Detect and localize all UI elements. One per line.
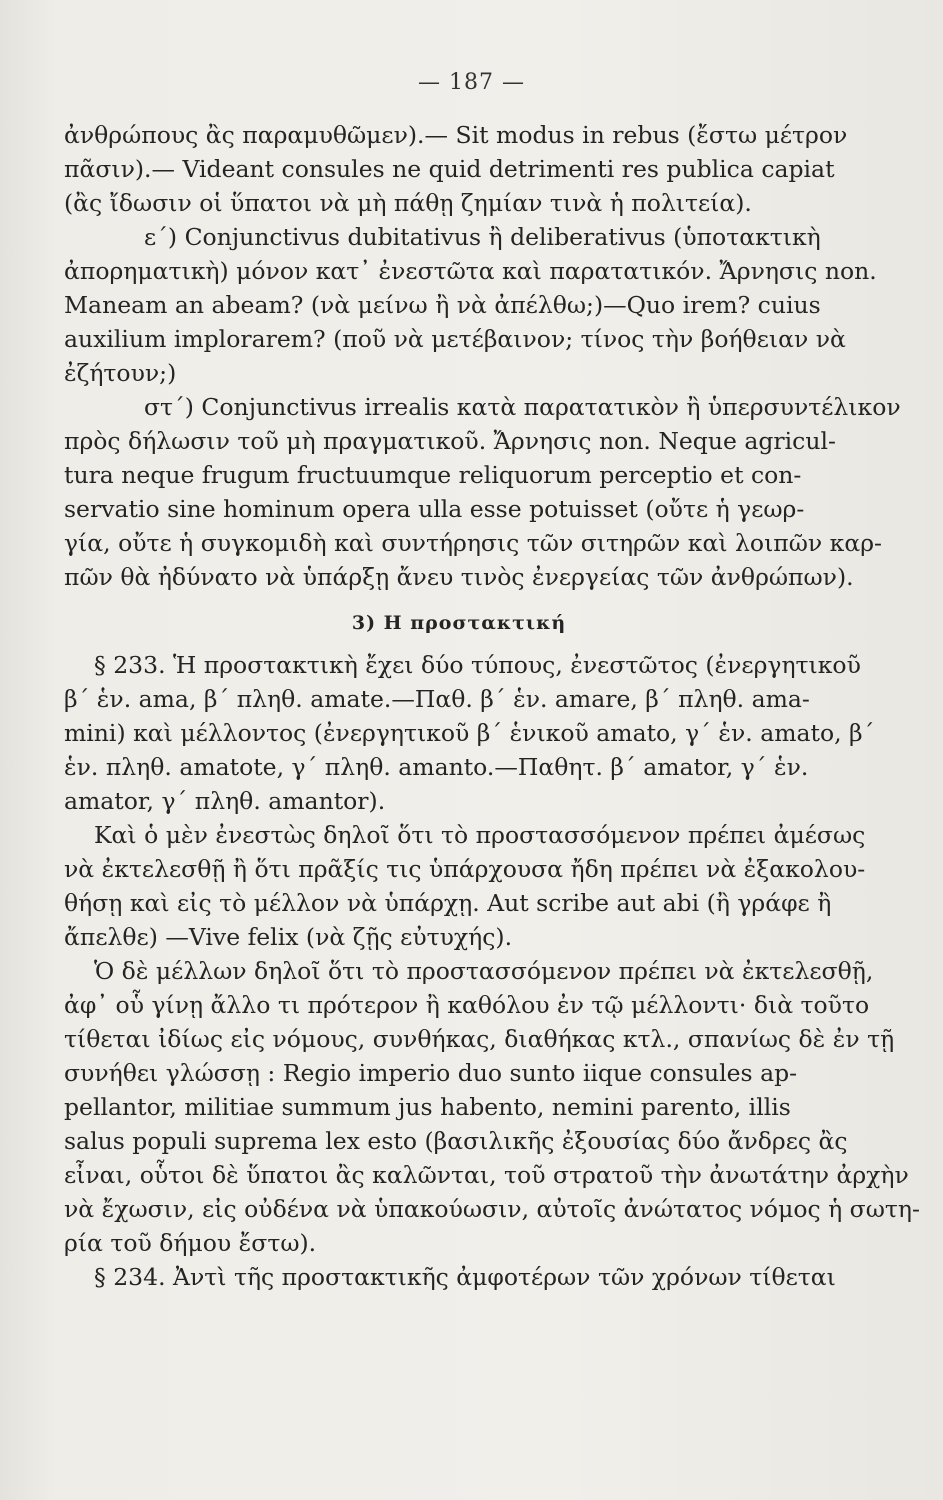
text-line: Maneam an abeam? (νὰ μείνω ἢ νὰ ἀπέλθω;)—Quo irem? cuius <box>64 291 821 319</box>
text-line: ἑν. πληθ. amatote, γ΄ πληθ. amanto.—Παθητ. β΄ amator, γ΄ ἑν. <box>64 753 809 781</box>
text-line: τίθεται ἰδίως εἰς νόμους, συνθήκας, διαθήκας κτλ., σπανίως δὲ ἐν τῇ <box>64 1025 895 1053</box>
text-line: συνήθει γλώσσῃ : Regio imperio duo sunto iique consules ap- <box>64 1059 798 1087</box>
text-line: (ἂς ἴδωσιν οἱ ὕπατοι νὰ μὴ πάθῃ ζημίαν τινὰ ἡ πολιτεία). <box>64 189 752 217</box>
body-text <box>64 118 920 1294</box>
text-line: auxilium implorarem? (ποῦ νὰ μετέβαινον; τίνος τὴν βοήθειαν νὰ <box>64 325 846 353</box>
text-line: ρία τοῦ δήμου ἔστω). <box>64 1229 317 1257</box>
text-line: ἐζήτουν;) <box>64 359 177 387</box>
section-heading: 3) Η προστακτική <box>351 612 567 634</box>
text-line: θήσῃ καὶ εἰς τὸ μέλλον νὰ ὑπάρχῃ. Aut scribe aut abi (ἢ γράφε ἢ <box>64 889 832 917</box>
text-line: § 234. Ἀντὶ τῆς προστακτικῆς ἀμφοτέρων τῶν χρόνων τίθεται <box>94 1263 836 1291</box>
text-line: ἀπορηματικὴ) μόνον κατ᾽ ἐνεστῶτα καὶ παρατατικόν. Ἄρνησις non. <box>64 257 877 285</box>
text-line: γία, οὔτε ἡ συγκομιδὴ καὶ συντήρησις τῶν σιτηρῶν καὶ λοιπῶν καρ- <box>64 529 882 557</box>
text-line: στ΄) Conjunctivus irrealis κατὰ παρατατικὸν ἢ ὑπερσυντέλικον <box>144 393 901 421</box>
text-line: salus populi suprema lex esto (βασιλικῆς ἐξουσίας δύο ἄνδρες ἂς <box>64 1127 848 1155</box>
text-line: Ὁ δὲ μέλλων δηλοῖ ὅτι τὸ προστασσόμενον πρέπει νὰ ἐκτελεσθῇ, <box>94 957 874 985</box>
text-line: πᾶσιν).— Videant consules ne quid detrimenti res publica capiat <box>64 155 835 183</box>
text-line: πρὸς δήλωσιν τοῦ μὴ πραγματικοῦ. Ἄρνησις non. Neque agricul- <box>64 427 836 455</box>
text-line: ἀνθρώπους ἂς παραμυθῶμεν).— Sit modus in rebus (ἔστω μέτρον <box>64 121 848 149</box>
text-line: β΄ ἑν. ama, β΄ πληθ. amate.—Παθ. β΄ ἑν. amare, β΄ πληθ. ama- <box>64 685 810 713</box>
text-line: εἶναι, οὗτοι δὲ ὕπατοι ἂς καλῶνται, τοῦ στρατοῦ τὴν ἀνωτάτην ἀρχὴν <box>64 1161 909 1189</box>
text-line: ε΄) Conjunctivus dubitativus ἢ deliberativus (ὑποτακτικὴ <box>144 223 821 251</box>
text-line: ἀφ᾽ οὗ γίνῃ ἄλλο τι πρότερον ἢ καθόλου ἐν τῷ μέλλοντι· διὰ τοῦτο <box>64 991 870 1019</box>
text-line: mini) καὶ μέλλοντος (ἐνεργητικοῦ β΄ ἑνικοῦ amato, γ΄ ἑν. amato, β΄ <box>64 719 875 747</box>
text-line: νὰ ἐκτελεσθῇ ἢ ὅτι πρᾶξίς τις ὑπάρχουσα ἤδη πρέπει νὰ ἐξακολου- <box>64 855 866 883</box>
text-line: πῶν θὰ ἠδύνατο νὰ ὑπάρξῃ ἄνευ τινὸς ἐνεργείας τῶν ἀνθρώπων). <box>64 563 854 591</box>
page-number: — 187 — <box>418 70 525 95</box>
text-line: amator, γ΄ πληθ. amantor). <box>64 787 386 815</box>
text-line: pellantor, militiae summum jus habento, nemini parento, illis <box>64 1093 791 1121</box>
text-line: servatio sine hominum opera ulla esse potuisset (οὔτε ἡ γεωρ- <box>64 495 805 523</box>
text-line: νὰ ἔχωσιν, εἰς οὐδένα νὰ ὑπακούωσιν, αὐτοῖς ἀνώτατος νόμος ἡ σωτη- <box>64 1195 920 1223</box>
text-line: ἄπελθε) —Vive felix (νὰ ζῇς εὐτυχής). <box>64 923 513 951</box>
text-line: Καὶ ὁ μὲν ἐνεστὼς δηλοῖ ὅτι τὸ προστασσόμενον πρέπει ἀμέσως <box>94 821 866 849</box>
text-line: § 233. Ἡ προστακτικὴ ἔχει δύο τύπους, ἐνεστῶτος (ἐνεργητικοῦ <box>94 651 861 679</box>
text-line: tura neque frugum fructuumque reliquorum perceptio et con- <box>64 461 802 489</box>
